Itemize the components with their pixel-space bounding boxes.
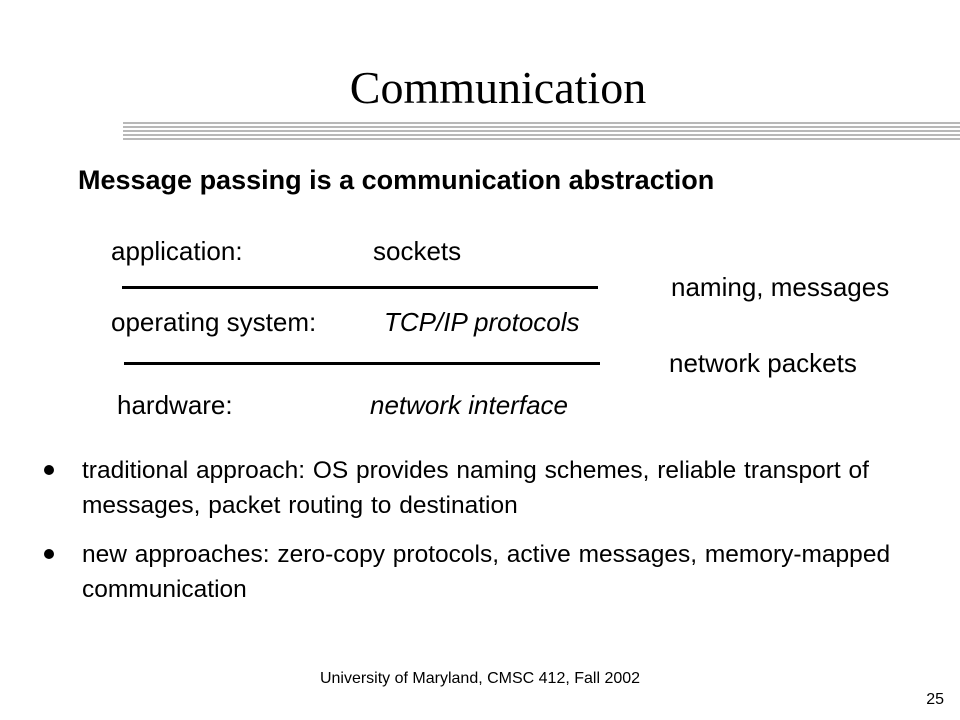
layer-value: sockets	[373, 236, 462, 266]
layer-divider-lower	[124, 362, 600, 365]
bullet-text: traditional approach: OS provides naming schemes, reliable transport of messages, packet routing to destination	[82, 457, 869, 519]
layer-name: hardware:	[117, 390, 233, 420]
interface-label-upper: naming, messages	[671, 272, 890, 302]
layer-divider-upper	[122, 286, 598, 289]
bullet-dot-icon	[44, 549, 54, 559]
slide-title: Communication	[349, 62, 647, 113]
layer-value: TCP/IP protocols	[384, 307, 580, 337]
layer-operating-system	[111, 307, 580, 337]
slide-footer: University of Maryland, CMSC 412, Fall 2002	[319, 670, 641, 687]
title-underline-rule	[123, 122, 960, 140]
interface-label-lower: network packets	[669, 348, 857, 378]
layer-name: operating system:	[111, 307, 317, 337]
bullet-text: new approaches: zero-copy protocols, active messages, memory-mapped communication	[82, 541, 891, 603]
bullet-list	[38, 453, 938, 621]
layer-value: network interface	[370, 390, 568, 420]
slide-subtitle: Message passing is a communication abstraction	[78, 165, 715, 195]
layer-hardware	[117, 390, 568, 420]
bullet-item	[38, 537, 938, 607]
bullet-dot-icon	[44, 465, 54, 475]
page-number: 25	[926, 691, 944, 708]
layer-application	[111, 236, 462, 266]
bullet-item	[38, 453, 938, 523]
layer-name: application:	[111, 236, 243, 266]
